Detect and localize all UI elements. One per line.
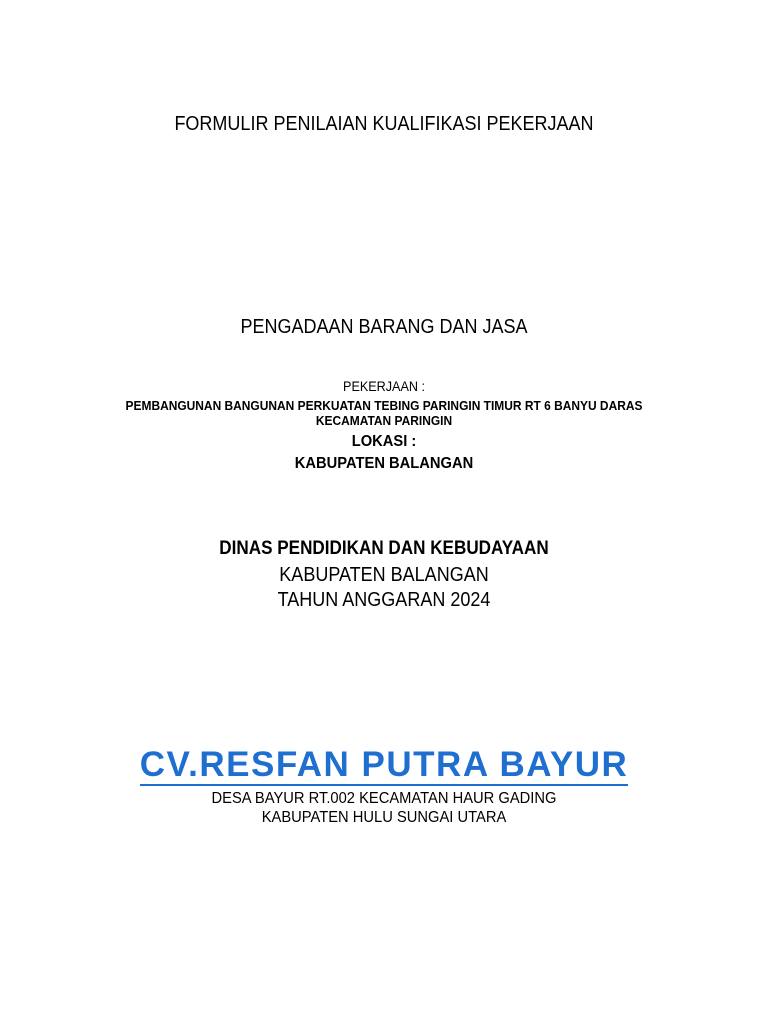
company-address-line2: KABUPATEN HULU SUNGAI UTARA [261, 809, 507, 826]
agency-name: DINAS PENDIDIKAN DAN KEBUDAYAAN [219, 538, 549, 559]
project-name-text: PEMBANGUNAN BANGUNAN PERKUATAN TEBING PARINGIN TIMUR RT 6 BANYU DARAS KECAMATAN PARINGIN [125, 398, 643, 428]
project-name [0, 398, 768, 428]
company-name [0, 744, 768, 786]
company-address-line1: DESA BAYUR RT.002 KECAMATAN HAUR GADING [211, 790, 557, 807]
location-value: KABUPATEN BALANGAN [294, 455, 474, 472]
fiscal-year: TAHUN ANGGARAN 2024 [277, 589, 491, 611]
procurement-heading: PENGADAAN BARANG DAN JASA [240, 316, 528, 338]
company-name-text: CV.RESFAN PUTRA BAYUR [139, 745, 629, 784]
location-label: LOKASI : [351, 433, 417, 450]
form-title: FORMULIR PENILAIAN KUALIFIKASI PEKERJAAN [174, 113, 594, 135]
agency-region: KABUPATEN BALANGAN [279, 564, 489, 586]
work-label: PEKERJAAN : [343, 378, 425, 394]
